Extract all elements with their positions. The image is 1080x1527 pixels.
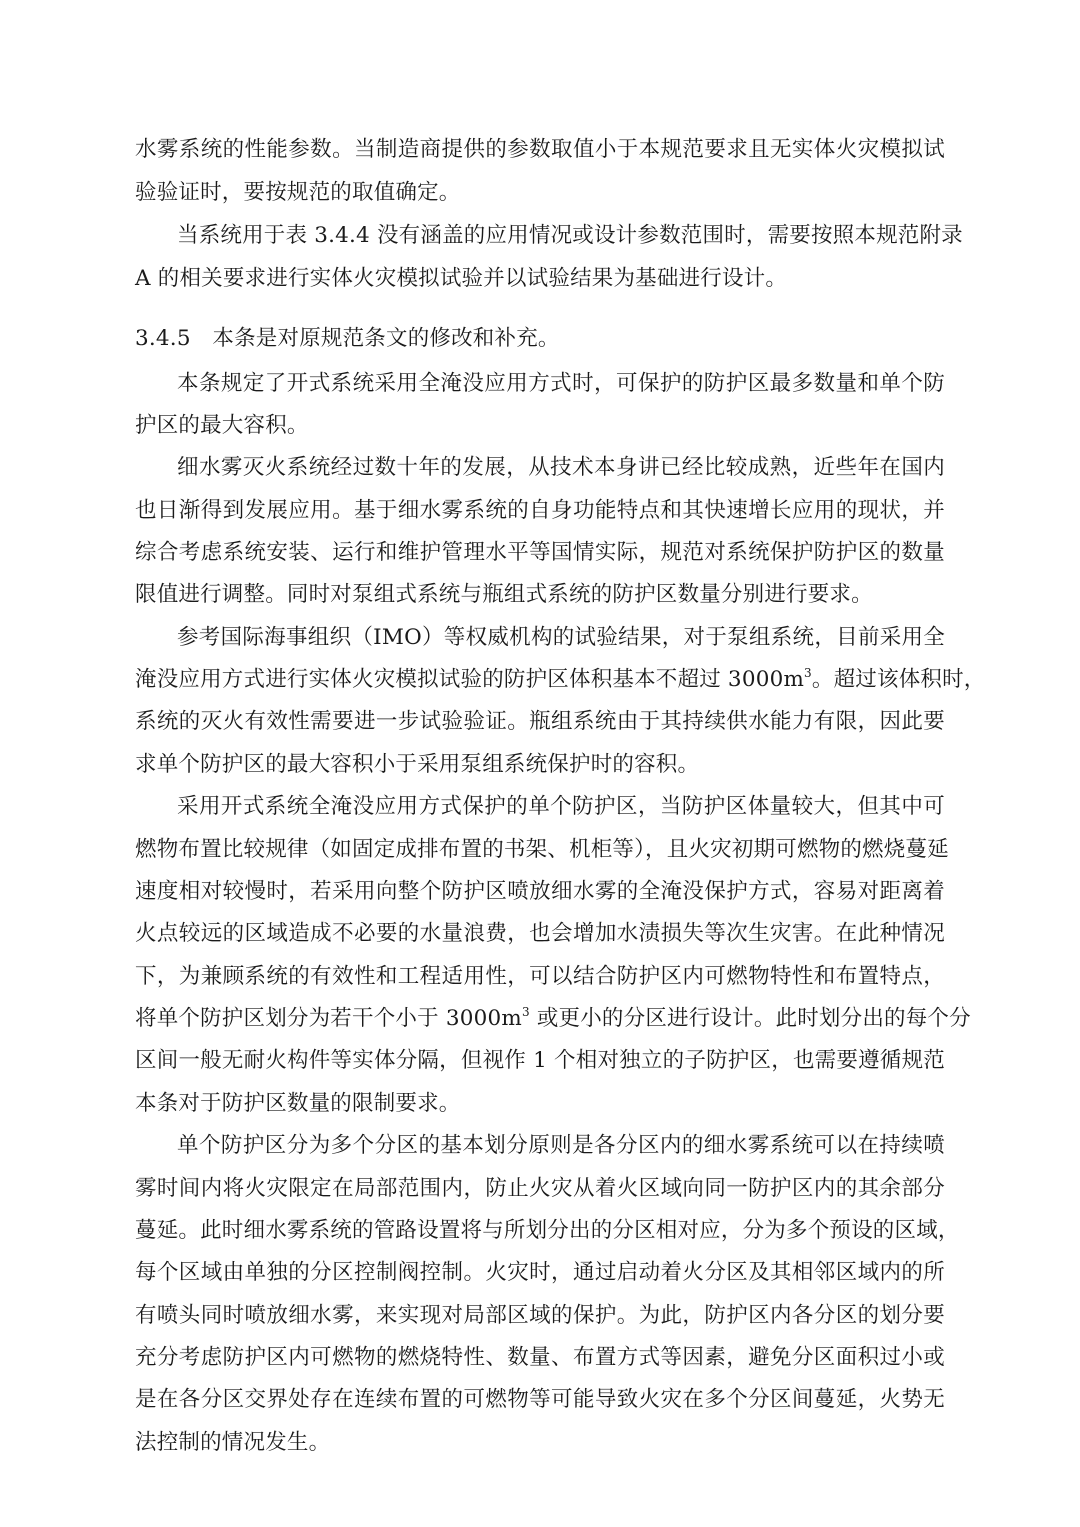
paragraph-start-line: 当系统用于表 3.4.4 没有涵盖的应用情况或设计参数范围时，需要按照本规范附录: [177, 223, 963, 248]
paragraph-start-line: 细水雾灭火系统经过数十年的发展，从技术本身讲已经比较成熟，近些年在国内: [177, 455, 945, 480]
text-segment: 或更小的分区进行设计。此时划分出的每个分: [529, 1006, 971, 1031]
section-heading: 3.4.5 本条是对原规范条文的修改和补充。: [135, 326, 560, 351]
text-line: 验验证时，要按规范的取值确定。: [135, 180, 461, 205]
text-segment: 。超过该体积时，: [811, 667, 986, 692]
text-line: A 的相关要求进行实体火灾模拟试验并以试验结果为基础进行设计。: [135, 266, 788, 291]
text-segment: 将单个防护区划分为若干个小于 3000m: [135, 1006, 522, 1031]
text-line: 燃物布置比较规律（如固定成排布置的书架、机柜等），且火灾初期可燃物的燃烧蔓延: [135, 837, 949, 862]
text-line: 是在各分区交界处存在连续布置的可燃物等可能导致火灾在多个分区间蔓延，火势无: [135, 1387, 945, 1412]
superscript: 3: [521, 1005, 530, 1019]
text-line: 水雾系统的性能参数。当制造商提供的参数取值小于本规范要求且无实体火灾模拟试: [135, 137, 945, 162]
paragraph-start-line: 采用开式系统全淹没应用方式保护的单个防护区，当防护区体量较大，但其中可: [177, 794, 945, 819]
text-line: 护区的最大容积。: [135, 413, 309, 438]
text-line: 有喷头同时喷放细水雾，来实现对局部区域的保护。为此，防护区内各分区的划分要: [135, 1303, 945, 1328]
text-line: 下，为兼顾系统的有效性和工程适用性，可以结合防护区内可燃物特性和布置特点，: [135, 964, 945, 989]
text-line: 求单个防护区的最大容积小于采用泵组系统保护时的容积。: [135, 752, 700, 777]
text-line: 综合考虑系统安装、运行和维护管理水平等国情实际，规范对系统保护防护区的数量: [135, 540, 945, 565]
text-line: 系统的灭火有效性需要进一步试验验证。瓶组系统由于其持续供水能力有限，因此要: [135, 709, 945, 734]
text-line: 雾时间内将火灾限定在局部范围内，防止火灾从着火区域向同一防护区内的其余部分: [135, 1176, 945, 1201]
text-line: 速度相对较慢时，若采用向整个防护区喷放细水雾的全淹没保护方式，容易对距离着: [135, 879, 945, 904]
text-line: 每个区域由单独的分区控制阀控制。火灾时，通过启动着火分区及其相邻区域内的所: [135, 1260, 945, 1285]
superscript: 3: [804, 666, 812, 680]
text-line-with-superscript: [135, 1003, 971, 1035]
text-line: 火点较远的区域造成不必要的水量浪费，也会增加水渍损失等次生灾害。在此种情况: [135, 921, 945, 946]
paragraph-start-line: 参考国际海事组织（IMO）等权威机构的试验结果，对于泵组系统，目前采用全: [177, 625, 945, 650]
text-line: 蔓延。此时细水雾系统的管路设置将与所划分出的分区相对应，分为多个预设的区域，: [135, 1218, 960, 1243]
text-line: 也日渐得到发展应用。基于细水雾系统的自身功能特点和其快速增长应用的现状，并: [135, 498, 945, 523]
text-line-with-superscript: [135, 664, 986, 696]
text-line: 限值进行调整。同时对泵组式系统与瓶组式系统的防护区数量分别进行要求。: [135, 582, 873, 607]
text-line: 法控制的情况发生。: [135, 1430, 331, 1455]
text-line: 充分考虑防护区内可燃物的燃烧特性、数量、布置方式等因素，避免分区面积过小或: [135, 1345, 945, 1370]
paragraph-start-line: 单个防护区分为多个分区的基本划分原则是各分区内的细水雾系统可以在持续喷: [177, 1133, 945, 1158]
text-line: 区间一般无耐火构件等实体分隔，但视作 1 个相对独立的子防护区，也需要遵循规范: [135, 1048, 945, 1073]
text-line: 本条对于防护区数量的限制要求。: [135, 1091, 461, 1116]
text-segment: 淹没应用方式进行实体火灾模拟试验的防护区体积基本不超过 3000m: [135, 667, 805, 692]
paragraph-start-line: 本条规定了开式系统采用全淹没应用方式时，可保护的防护区最多数量和单个防: [177, 371, 945, 396]
